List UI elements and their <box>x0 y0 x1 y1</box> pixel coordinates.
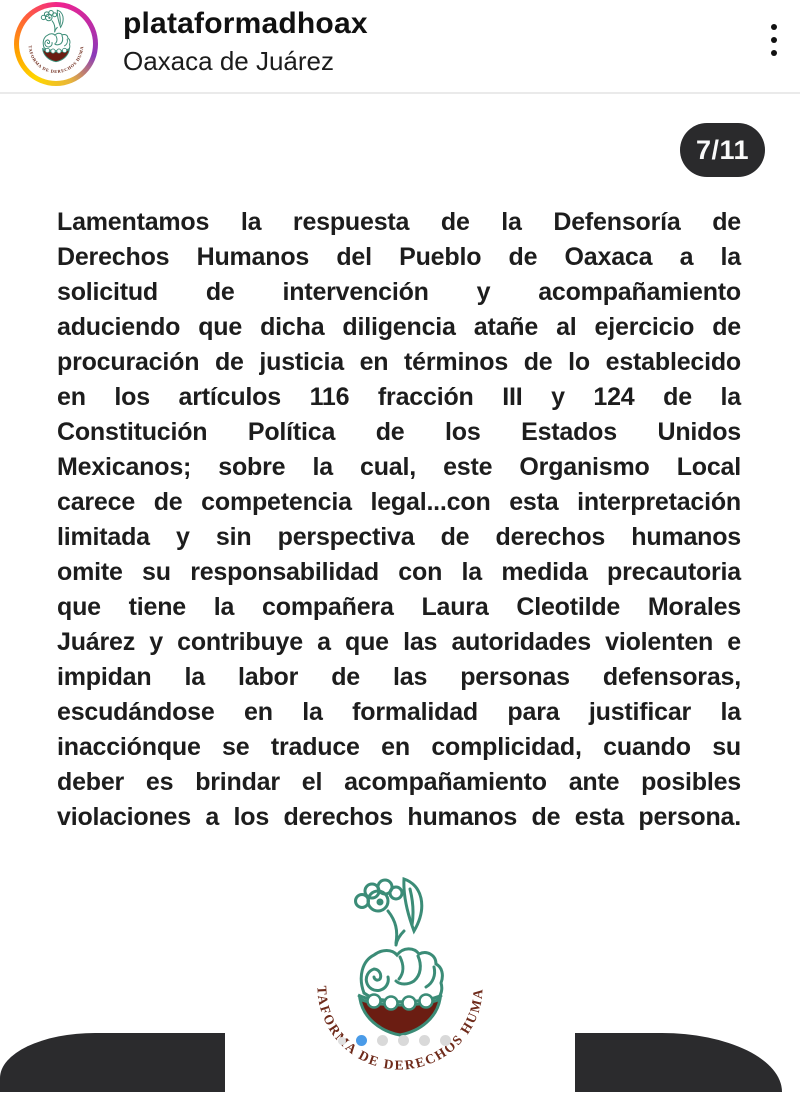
carousel-dot <box>398 1035 409 1046</box>
slide-text-line: Constitución Política de los Estados Unidos <box>57 418 741 446</box>
slide-text-line: violaciones a los derechos humanos de esta persona. <box>57 803 741 831</box>
carousel-dot <box>419 1035 430 1046</box>
carousel-counter-badge <box>680 123 765 177</box>
slide-text-line: Juárez y contribuye a que las autoridades violenten e <box>57 628 741 656</box>
carousel-slide[interactable] <box>0 94 800 1101</box>
slide-text-line: omite su responsabilidad con la medida precautoria <box>57 558 741 586</box>
more-options-button[interactable] <box>769 22 779 58</box>
avatar-logo-image <box>19 7 93 81</box>
corner-decoration-right <box>575 1033 782 1092</box>
slide-text-line: solicitud de intervención y acompañamiento <box>57 278 741 306</box>
slide-text-line: impidan la labor de las personas defensoras, <box>57 663 741 691</box>
location-link[interactable]: Oaxaca de Juárez <box>123 46 335 76</box>
slide-text-line: procuración de justicia en términos de lo establecido <box>57 348 741 376</box>
slide-text-line: carece de competencia legal...con esta interpretación <box>57 488 741 516</box>
slide-text-line: aduciendo que dicha diligencia atañe al ejercicio de <box>57 313 741 341</box>
carousel-dot <box>440 1035 451 1046</box>
carousel-dot <box>338 1037 346 1045</box>
slide-text-line: Derechos Humanos del Pueblo de Oaxaca a la <box>57 243 741 271</box>
slide-text-line: limitada y sin perspectiva de derechos humanos <box>57 523 741 551</box>
plataforma-logo-icon <box>23 8 89 81</box>
carousel-dot <box>377 1035 388 1046</box>
profile-avatar[interactable] <box>14 2 98 86</box>
post-header <box>0 0 800 93</box>
slide-text-line: que tiene la compañera Laura Cleotilde Morales <box>57 593 741 621</box>
slide-text <box>57 205 741 835</box>
plataforma-logo <box>300 873 500 1093</box>
username-link[interactable]: plataformadhoax <box>123 7 368 40</box>
carousel-dot <box>356 1035 367 1046</box>
kebab-menu-icon <box>771 37 777 43</box>
slide-text-line: deber es brindar el acompañamiento ante posibles <box>57 768 741 796</box>
slide-text-line: en los artículos 116 fracción III y 124 de la <box>57 383 741 411</box>
carousel-dots-indicator <box>338 1035 451 1046</box>
slide-text-line: escudándose en la formalidad para justificar la <box>57 698 741 726</box>
corner-decoration-left <box>0 1033 225 1092</box>
slide-text-line: Lamentamos la respuesta de la Defensoría de <box>57 208 741 236</box>
kebab-menu-icon <box>771 24 777 30</box>
kebab-menu-icon <box>771 50 777 56</box>
carousel-counter-label: 7/11 <box>695 134 750 165</box>
slide-text-line: inacciónque se traduce en complicidad, cuando su <box>57 733 741 761</box>
slide-text-line: Mexicanos; sobre la cual, este Organismo Local <box>57 453 741 481</box>
plataforma-logo-icon <box>300 873 500 1093</box>
